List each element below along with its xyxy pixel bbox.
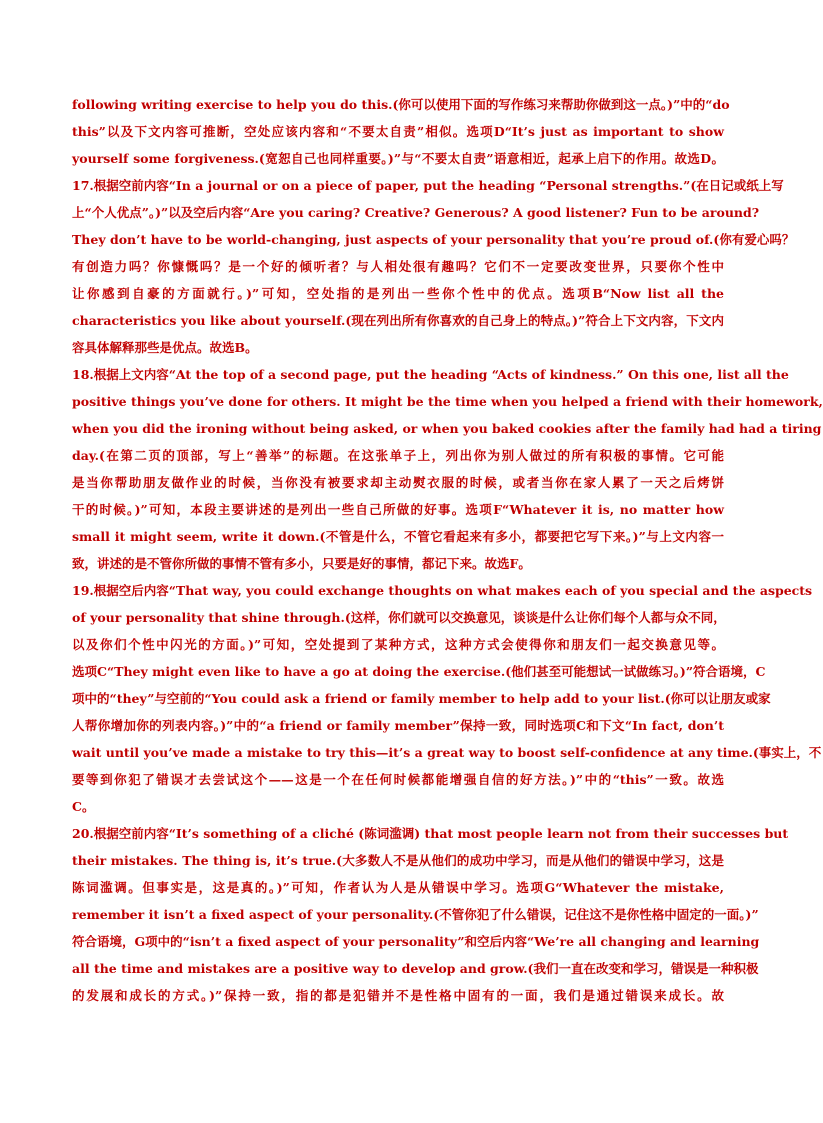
text-line-q17: 17.根据空前内容“In a journal or on a piece of paper, put the heading “Personal strengths.”(在日记或纸上写 xyxy=(72,178,784,193)
text-line: 干的时候。)”可知，本段主要讲述的是列出一些自己所做的好事。选项F“Whatever it is, no matter how xyxy=(72,502,724,517)
text-line: characteristics you like about yourself.(现在列出所有你喜欢的自己身上的特点。)”符合上下文内容，下文内 xyxy=(72,313,724,328)
text-line: 人帮你增加你的列表内容。)”中的“a friend or family member”保持一致，同时选项C和下文“In fact, don’t xyxy=(72,718,724,733)
text-line: 选项C“They might even like to have a go at doing the exercise.(他们甚至可能想试一试做练习。)”符合语境，C xyxy=(72,664,766,679)
text-line: following writing exercise to help you do this.(你可以使用下面的写作练习来帮助你做到这一点。)”中的“do xyxy=(72,97,730,112)
text-line: 项中的“they”与空前的“You could ask a friend or family member to help add to your list.(你可以让朋友或家 xyxy=(72,691,771,706)
text-line: C。 xyxy=(72,799,95,814)
text-line: day.(在第二页的顶部，写上“善举”的标题。在这张单子上，列出你为别人做过的所有积极的事情。它可能 xyxy=(72,448,724,463)
text-line: 是当你帮助朋友做作业的时候，当你没有被要求却主动熨衣服的时候，或者当你在家人累了一天之后烤饼 xyxy=(72,475,724,490)
text-line: 让你感到自豪的方面就行。)”可知，空处指的是列出一些你个性中的优点。选项B“Now list all the xyxy=(72,286,724,301)
text-line: remember it isn’t a fixed aspect of your personality.(不管你犯了什么错误，记住这不是你性格中固定的一面。)” xyxy=(72,907,759,922)
text-line: 致，讲述的是不管你所做的事情不管有多小，只要是好的事情，都记下来。故选F。 xyxy=(72,556,531,571)
text-line: wait until you’ve made a mistake to try this—it’s a great way to boost self-confidence at any time.(事实上，不 xyxy=(72,745,822,760)
text-line: 符合语境，G项中的“isn’t a fixed aspect of your personality”和空后内容“We’re all changing and learning xyxy=(72,934,760,949)
text-line: 以及你们个性中闪光的方面。)”可知，空处提到了某种方式，这种方式会使得你和朋友们一起交换意见等。 xyxy=(72,637,724,652)
text-line: They don’t have to be world-changing, just aspects of your personality that you’re proud of.(你有爱心吗？ xyxy=(72,232,795,247)
text-line: of your personality that shine through.(这样，你们就可以交换意见，谈谈是什么让你们每个人都与众不同， xyxy=(72,610,726,625)
text-line-q20: 20.根据空前内容“It’s something of a cliché (陈词滥调) that most people learn not from their successes but xyxy=(72,826,789,841)
text-line: their mistakes. The thing is, it’s true.(大多数人不是从他们的成功中学习，而是从他们的错误中学习，这是 xyxy=(72,853,724,868)
text-line: positive things you’ve done for others. It might be the time when you helped a friend with their homework, xyxy=(72,394,823,409)
text-line: 上“个人优点”。)”以及空后内容“Are you caring? Creative? Generous? A good listener? Fun to be around? xyxy=(72,205,760,220)
answer-explanation-text xyxy=(72,91,823,1009)
text-line: 容具体解释那些是优点。故选B。 xyxy=(72,340,258,355)
text-line-q19: 19.根据空后内容“That way, you could exchange thoughts on what makes each of you special and the aspects xyxy=(72,583,813,598)
text-line: 的发展和成长的方式。)”保持一致，指的都是犯错并不是性格中固有的一面，我们是通过错误来成长。故 xyxy=(72,988,724,1003)
text-line: 陈词滥调。但事实是，这是真的。)”可知，作者认为人是从错误中学习。选项G“Whatever the mistake, xyxy=(72,880,724,895)
text-line: 有创造力吗？你慷慨吗？是一个好的倾听者？与人相处很有趣吗？它们不一定要改变世界，只要你个性中 xyxy=(72,259,724,274)
text-line: when you did the ironing without being asked, or when you baked cookies after the family had had a tiring xyxy=(72,421,822,436)
text-line-q18: 18.根据上文内容“At the top of a second page, put the heading “Acts of kindness.” On this one, list all the xyxy=(72,367,789,382)
text-line: all the time and mistakes are a positive way to develop and grow.(我们一直在改变和学习，错误是一种积极 xyxy=(72,961,759,976)
text-line: 要等到你犯了错误才去尝试这个——这是一个在任何时候都能增强自信的好方法。)”中的“this”一致。故选 xyxy=(72,772,724,787)
text-line: yourself some forgiveness.(宽恕自己也同样重要。)”与“不要太自责”语意相近，起承上启下的作用。故选D。 xyxy=(72,151,724,166)
text-line: small it might seem, write it down.(不管是什么，不管它看起来有多小，都要把它写下来。)”与上文内容一 xyxy=(72,529,724,544)
text-line: this”以及下文内容可推断，空处应该内容和“不要太自责”相似。选项D“It’s just as important to show xyxy=(72,124,724,139)
